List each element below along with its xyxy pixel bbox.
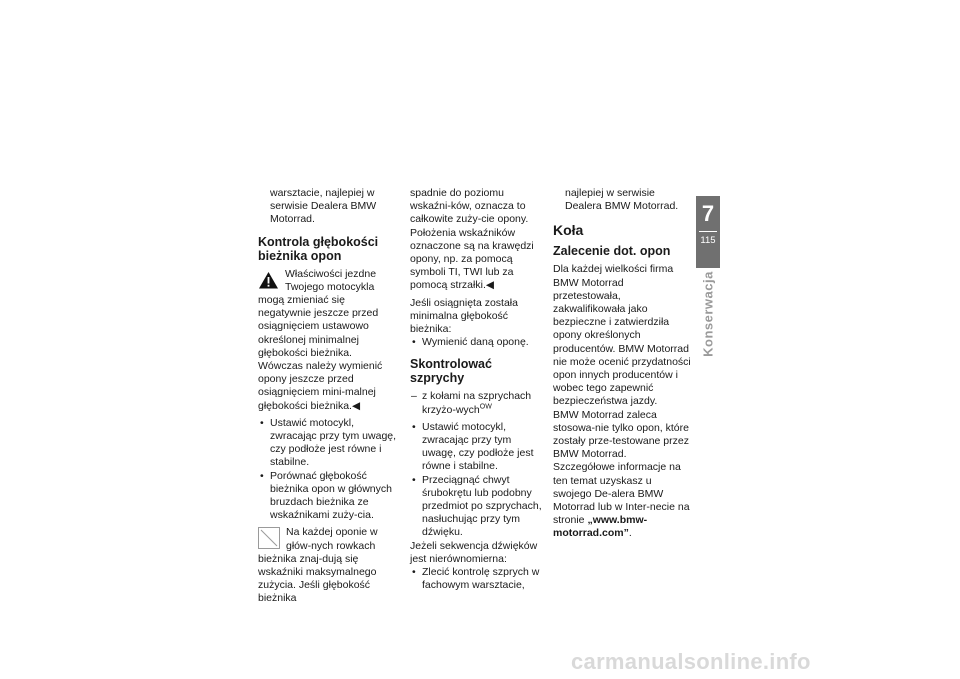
column-1 xyxy=(258,187,400,606)
wheels-heading: Koła xyxy=(553,222,584,239)
optional-equipment-sup: OW xyxy=(479,403,492,411)
note-text: Na każdej oponie w głów-nych rowkach bieżnika znaj-dują się wskaźniki maksymalnego zużycia. Jeśli głębokość bieżnika xyxy=(258,526,378,605)
column-3 xyxy=(553,187,691,541)
dash-item-text: z kołami na szprychach krzyżo-wych xyxy=(422,390,532,416)
warning-text: Właściwości jezdne Twojego motocykla mogą zmieniać się negatywnie jeszcze przed osiągnięciem ustawowo określonej minimalnej głębokości bieżnika. xyxy=(258,267,379,359)
col3-para1: Dla każdej wielkości firma BMW Motorrad przetestowała, zakwalifikowała jako bezpieczne i zatwierdziła opony określonych producentów. BMW Motorrad nie może ocenić przydatności opon innych producentów i wobec tego zapewnić bezpieczeństwa jazdy. xyxy=(553,263,691,408)
workshop-list xyxy=(410,566,546,592)
col2-para2: Jeśli osiągnięta została minimalna głębokość bieżnika: xyxy=(410,296,518,336)
list-item: • Porównać głębokość bieżnika opon w głównych bruzdach bieżnika ze wskaźnikami zuży-cia. xyxy=(258,470,400,523)
page-number: 115 xyxy=(700,235,716,246)
replace-tyre-list xyxy=(410,336,546,349)
col3-para2-text: BMW Motorrad zaleca stosowa-nie tylko opon, które zostały prze-testowane przez BMW Motorrad. Szczegółowe informacje na ten temat uzyskasz u swojego De-alera BMW Motorrad lub w Inter-necie na stronie xyxy=(553,408,690,527)
tyre-recommendation-heading: Zalecenie dot. opon xyxy=(553,244,671,259)
chapter-number: 7 xyxy=(701,201,715,226)
watermark: carmanualsonline.info xyxy=(571,649,811,674)
warning-text-2: Wówczas należy wymienić opony jeszcze przed osiągnięciem mini-malnej głębokości bieżnika.◀ xyxy=(258,360,383,412)
bmw-motorrad-link[interactable]: „www.bmw-motorrad.com” xyxy=(553,514,648,540)
tread-depth-heading: Kontrola głębokości bieżnika opon xyxy=(258,234,379,263)
col2-continued: spadnie do poziomu wskaźni-ków, oznacza to całkowite zuży-cie opony. Położenia wskaźników oznaczone są na krawędzi opony, np. za pomocą symboli TI, TWI lub za pomocą strzałki.◀ xyxy=(410,187,534,292)
list-item: • Ustawić motocykl, zwracając przy tym uwagę, czy podłoże jest równe i stabilne. xyxy=(410,421,546,474)
tread-steps-list xyxy=(258,417,400,523)
section-label: Konserwacja xyxy=(700,271,716,357)
col3-para2-end: . xyxy=(628,527,632,540)
note-corner-icon xyxy=(258,527,280,549)
column-2 xyxy=(410,187,546,592)
spokes-steps-list xyxy=(410,421,546,540)
list-item: • Wymienić daną oponę. xyxy=(410,336,546,349)
spokes-condition-list xyxy=(410,390,546,416)
chapter-divider xyxy=(699,231,717,232)
list-item: • Ustawić motocykl, zwracając przy tym uwagę, czy podłoże jest równe i stabilne. xyxy=(258,417,400,470)
list-item: • Zlecić kontrolę szprych w fachowym warsztacie, xyxy=(410,566,546,592)
note-block xyxy=(258,526,400,605)
col1-intro: warsztacie, najlepiej w serwisie Dealera BMW Motorrad. xyxy=(270,187,377,226)
warning-block xyxy=(258,268,400,413)
warning-triangle-icon xyxy=(258,270,279,290)
col2-para3: Jeżeli sekwencja dźwięków jest nierównomierna: xyxy=(410,539,538,565)
chapter-tab xyxy=(696,196,720,268)
col3-intro: najlepiej w serwisie Dealera BMW Motorrad. xyxy=(565,187,679,213)
col3-para2 xyxy=(553,409,691,541)
spokes-heading: Skontrolować szprychy xyxy=(410,357,492,386)
list-item: • Przeciągnąć chwyt śrubokrętu lub podobny przedmiot po szprychach, nasłuchując przy tym dźwięku. xyxy=(410,474,546,540)
list-item xyxy=(410,390,546,416)
